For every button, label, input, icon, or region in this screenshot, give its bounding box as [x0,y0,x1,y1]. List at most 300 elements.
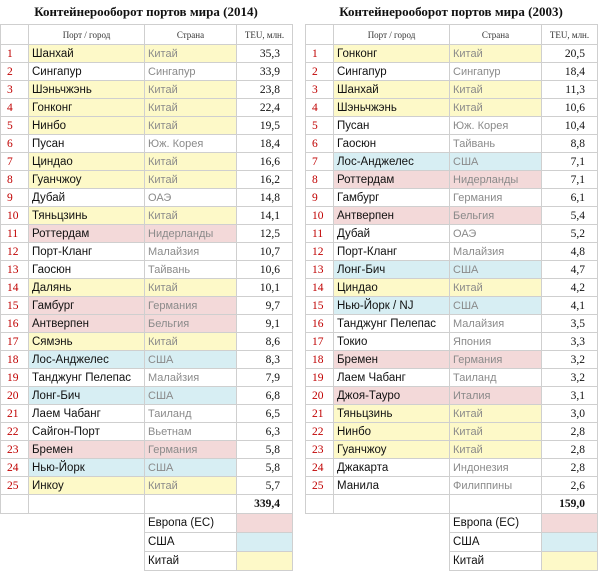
country-cell: ОАЭ [145,189,237,207]
country-cell: США [145,351,237,369]
table-row [1,387,293,405]
legend-blank [1,552,29,571]
country-cell: Таиланд [450,369,542,387]
port-cell: Далянь [29,279,145,297]
teu-cell: 11,3 [542,81,598,99]
country-cell: Малайзия [145,369,237,387]
teu-cell: 5,8 [237,459,293,477]
port-cell: Порт-Кланг [29,243,145,261]
port-cell: Антверпен [29,315,145,333]
table-row [1,333,293,351]
legend-usa-row [1,533,293,552]
table-row [306,153,598,171]
table-row [1,189,293,207]
teu-cell: 5,7 [237,477,293,495]
header-teu: TEU, млн. [542,25,598,45]
rank-cell: 6 [1,135,29,153]
legend-blank [306,552,334,571]
rank-cell: 3 [306,81,334,99]
teu-cell: 16,6 [237,153,293,171]
header-teu: TEU, млн. [237,25,293,45]
total-blank [145,495,237,514]
country-cell: США [145,387,237,405]
country-cell: Германия [450,351,542,369]
country-cell: Япония [450,333,542,351]
rank-cell: 5 [306,117,334,135]
country-cell: Юж. Корея [145,135,237,153]
teu-cell: 4,7 [542,261,598,279]
country-cell: Китай [450,279,542,297]
teu-cell: 12,5 [237,225,293,243]
table-title-2014: Контейнерооборот портов мира (2014) [34,4,258,19]
country-cell: Нидерланды [450,171,542,189]
country-cell: Китай [145,153,237,171]
total-blank [29,495,145,514]
header-country: Страна [450,25,542,45]
rank-cell: 10 [1,207,29,225]
country-cell: Германия [145,441,237,459]
rank-cell: 22 [1,423,29,441]
table-row [1,477,293,495]
port-cell: Роттердам [334,171,450,189]
table-row [1,171,293,189]
rank-cell: 20 [306,387,334,405]
table-row [306,45,598,63]
country-cell: Китай [450,423,542,441]
table-row [306,171,598,189]
port-cell: Роттердам [29,225,145,243]
legend-eu-row [1,514,293,533]
rank-cell: 9 [1,189,29,207]
port-cell: Сайгон-Порт [29,423,145,441]
rank-cell: 9 [306,189,334,207]
table-row [306,405,598,423]
table-row [1,45,293,63]
rank-cell: 23 [306,441,334,459]
table-row [306,207,598,225]
port-cell: Пусан [334,117,450,135]
country-cell: Таиланд [145,405,237,423]
port-cell: Манила [334,477,450,495]
rank-cell: 24 [306,459,334,477]
legend-blank [29,533,145,552]
country-cell: Китай [145,45,237,63]
port-cell: Лос-Анджелес [29,351,145,369]
teu-cell: 4,2 [542,279,598,297]
rank-cell: 12 [1,243,29,261]
teu-cell: 9,1 [237,315,293,333]
rank-cell: 22 [306,423,334,441]
country-cell: Китай [145,279,237,297]
rank-cell: 14 [1,279,29,297]
legend-eu-row [306,514,598,533]
table-row [1,99,293,117]
port-cell: Сингапур [29,63,145,81]
legend-eu-label: Европа (ЕС) [450,514,542,533]
port-cell: Танджунг Пелепас [334,315,450,333]
table-row [1,225,293,243]
table-row [306,135,598,153]
teu-cell: 18,4 [542,63,598,81]
port-cell: Нью-Йорк / NJ [334,297,450,315]
rank-cell: 1 [306,45,334,63]
table-row [306,243,598,261]
country-cell: Китай [450,81,542,99]
port-cell: Гамбург [29,297,145,315]
port-cell: Пусан [29,135,145,153]
rank-cell: 4 [306,99,334,117]
legend-blank [29,552,145,571]
rank-cell: 13 [1,261,29,279]
header-rank [1,25,29,45]
teu-cell: 6,1 [542,189,598,207]
table-row [306,333,598,351]
port-cell: Гаосюн [334,135,450,153]
port-cell: Джакарта [334,459,450,477]
table-row [1,207,293,225]
legend-usa-swatch [237,533,293,552]
rank-cell: 17 [306,333,334,351]
legend-usa-row [306,533,598,552]
legend-usa-swatch [542,533,598,552]
table-row [1,315,293,333]
table-row [1,279,293,297]
total-blank [306,495,334,514]
country-cell: Нидерланды [145,225,237,243]
total-blank [1,495,29,514]
teu-cell: 35,3 [237,45,293,63]
country-cell: США [145,459,237,477]
port-cell: Тяньцзинь [29,207,145,225]
total-value: 339,4 [237,495,293,514]
table-row [1,297,293,315]
port-cell: Циндао [29,153,145,171]
country-cell: Тайвань [450,135,542,153]
port-cell: Тяньцзинь [334,405,450,423]
teu-cell: 9,7 [237,297,293,315]
total-row [1,495,293,514]
rank-cell: 8 [306,171,334,189]
country-cell: США [450,153,542,171]
rank-cell: 21 [306,405,334,423]
table-row [306,423,598,441]
rank-cell: 24 [1,459,29,477]
teu-cell: 20,5 [542,45,598,63]
country-cell: Китай [145,477,237,495]
table-row [306,279,598,297]
legend-eu-label: Европа (ЕС) [145,514,237,533]
port-cell: Бремен [29,441,145,459]
port-cell: Гуанчжоу [334,441,450,459]
port-cell: Лос-Анджелес [334,153,450,171]
legend-blank [1,514,29,533]
table-row [306,117,598,135]
rank-cell: 25 [306,477,334,495]
table-row [306,441,598,459]
teu-cell: 23,8 [237,81,293,99]
table-row [1,405,293,423]
teu-cell: 4,1 [542,297,598,315]
teu-cell: 10,7 [237,243,293,261]
table-row [1,243,293,261]
table-title-2003: Контейнерооборот портов мира (2003) [339,4,563,19]
table-row [306,315,598,333]
country-cell: Германия [145,297,237,315]
teu-cell: 8,3 [237,351,293,369]
port-cell: Лонг-Бич [334,261,450,279]
rank-cell: 7 [1,153,29,171]
port-cell: Лонг-Бич [29,387,145,405]
teu-cell: 6,3 [237,423,293,441]
rank-cell: 4 [1,99,29,117]
teu-cell: 2,8 [542,423,598,441]
table-row [1,459,293,477]
legend-blank [306,514,334,533]
teu-cell: 33,9 [237,63,293,81]
rank-cell: 19 [1,369,29,387]
legend-blank [306,533,334,552]
table-row [306,81,598,99]
country-cell: Индонезия [450,459,542,477]
teu-cell: 10,6 [542,99,598,117]
rank-cell: 10 [306,207,334,225]
table-row [306,225,598,243]
legend-blank [334,514,450,533]
port-cell: Инкоу [29,477,145,495]
total-row [306,495,598,514]
country-cell: Филиппины [450,477,542,495]
header-port: Порт / город [334,25,450,45]
table-row [1,441,293,459]
country-cell: Германия [450,189,542,207]
legend-usa-label: США [145,533,237,552]
table-row [306,297,598,315]
teu-cell: 5,8 [237,441,293,459]
port-cell: Гаосюн [29,261,145,279]
country-cell: Китай [450,99,542,117]
country-cell: США [450,297,542,315]
rank-cell: 25 [1,477,29,495]
port-cell: Танджунг Пелепас [29,369,145,387]
teu-cell: 3,3 [542,333,598,351]
rank-cell: 5 [1,117,29,135]
country-cell: Китай [145,99,237,117]
table-2014-panel [0,0,292,571]
legend-china-label: Китай [450,552,542,571]
rank-cell: 3 [1,81,29,99]
teu-cell: 7,1 [542,171,598,189]
rank-cell: 1 [1,45,29,63]
port-cell: Циндао [334,279,450,297]
port-cell: Нинбо [334,423,450,441]
port-cell: Нинбо [29,117,145,135]
country-cell: Малайзия [145,243,237,261]
table-row [1,351,293,369]
country-cell: Китай [145,207,237,225]
rank-cell: 8 [1,171,29,189]
country-cell: Малайзия [450,243,542,261]
table-row [1,153,293,171]
ports-table-2003 [305,24,598,571]
teu-cell: 8,6 [237,333,293,351]
rank-cell: 11 [1,225,29,243]
legend-eu-swatch [237,514,293,533]
teu-cell: 3,2 [542,369,598,387]
rank-cell: 18 [306,351,334,369]
country-cell: США [450,261,542,279]
country-cell: Китай [145,81,237,99]
teu-cell: 10,4 [542,117,598,135]
country-cell: Китай [145,333,237,351]
port-cell: Бремен [334,351,450,369]
rank-cell: 13 [306,261,334,279]
port-cell: Лаем Чабанг [29,405,145,423]
rank-cell: 11 [306,225,334,243]
country-cell: Китай [450,405,542,423]
legend-china-row [1,552,293,571]
ports-table-2014 [0,24,293,571]
port-cell: Джоя-Тауро [334,387,450,405]
teu-cell: 14,1 [237,207,293,225]
total-value: 159,0 [542,495,598,514]
port-cell: Лаем Чабанг [334,369,450,387]
port-cell: Дубай [334,225,450,243]
table-row [1,81,293,99]
legend-blank [1,533,29,552]
table-row [306,369,598,387]
port-cell: Шанхай [29,45,145,63]
port-cell: Антверпен [334,207,450,225]
rank-cell: 6 [306,135,334,153]
rank-cell: 21 [1,405,29,423]
rank-cell: 23 [1,441,29,459]
port-cell: Сингапур [334,63,450,81]
teu-cell: 7,9 [237,369,293,387]
teu-cell: 18,4 [237,135,293,153]
rank-cell: 12 [306,243,334,261]
table-row [1,135,293,153]
table-row [306,351,598,369]
rank-cell: 14 [306,279,334,297]
rank-cell: 19 [306,369,334,387]
table-row [1,261,293,279]
country-cell: Юж. Корея [450,117,542,135]
country-cell: Вьетнам [145,423,237,441]
port-cell: Токио [334,333,450,351]
port-cell: Гуанчжоу [29,171,145,189]
port-cell: Нью-Йорк [29,459,145,477]
port-cell: Гонконг [29,99,145,117]
table-row [306,477,598,495]
teu-cell: 16,2 [237,171,293,189]
teu-cell: 6,8 [237,387,293,405]
header-rank [306,25,334,45]
port-cell: Шанхай [334,81,450,99]
header-row [306,25,598,45]
teu-cell: 22,4 [237,99,293,117]
country-cell: Китай [450,441,542,459]
port-cell: Гонконг [334,45,450,63]
header-row [1,25,293,45]
rank-cell: 2 [1,63,29,81]
rank-cell: 20 [1,387,29,405]
legend-china-swatch [237,552,293,571]
header-port: Порт / город [29,25,145,45]
rank-cell: 2 [306,63,334,81]
country-cell: Бельгия [450,207,542,225]
teu-cell: 5,2 [542,225,598,243]
teu-cell: 2,8 [542,441,598,459]
legend-usa-label: США [450,533,542,552]
legend-china-label: Китай [145,552,237,571]
legend-blank [29,514,145,533]
port-cell: Шэньчжэнь [334,99,450,117]
port-cell: Шэньчжэнь [29,81,145,99]
country-cell: Малайзия [450,315,542,333]
total-blank [334,495,450,514]
table-row [306,261,598,279]
table-row [1,423,293,441]
port-cell: Гамбург [334,189,450,207]
rank-cell: 18 [1,351,29,369]
port-cell: Порт-Кланг [334,243,450,261]
table-row [306,387,598,405]
country-cell: Китай [450,45,542,63]
rank-cell: 16 [306,315,334,333]
country-cell: Бельгия [145,315,237,333]
total-blank [450,495,542,514]
legend-blank [334,552,450,571]
teu-cell: 7,1 [542,153,598,171]
table-row [1,369,293,387]
teu-cell: 3,2 [542,351,598,369]
country-cell: Тайвань [145,261,237,279]
table-row [306,189,598,207]
rank-cell: 17 [1,333,29,351]
table-2003-panel [305,0,597,571]
table-row [306,99,598,117]
country-cell: Сингапур [450,63,542,81]
teu-cell: 14,8 [237,189,293,207]
teu-cell: 19,5 [237,117,293,135]
country-cell: Китай [145,171,237,189]
legend-blank [334,533,450,552]
teu-cell: 8,8 [542,135,598,153]
country-cell: Италия [450,387,542,405]
teu-cell: 2,8 [542,459,598,477]
country-cell: Китай [145,117,237,135]
header-country: Страна [145,25,237,45]
rank-cell: 16 [1,315,29,333]
port-cell: Дубай [29,189,145,207]
rank-cell: 15 [306,297,334,315]
table-row [1,117,293,135]
teu-cell: 3,0 [542,405,598,423]
teu-cell: 2,6 [542,477,598,495]
teu-cell: 3,5 [542,315,598,333]
teu-cell: 3,1 [542,387,598,405]
country-cell: Сингапур [145,63,237,81]
teu-cell: 10,6 [237,261,293,279]
port-cell: Сямэнь [29,333,145,351]
legend-china-row [306,552,598,571]
teu-cell: 10,1 [237,279,293,297]
rank-cell: 7 [306,153,334,171]
rank-cell: 15 [1,297,29,315]
legend-eu-swatch [542,514,598,533]
table-row [1,63,293,81]
table-row [306,63,598,81]
